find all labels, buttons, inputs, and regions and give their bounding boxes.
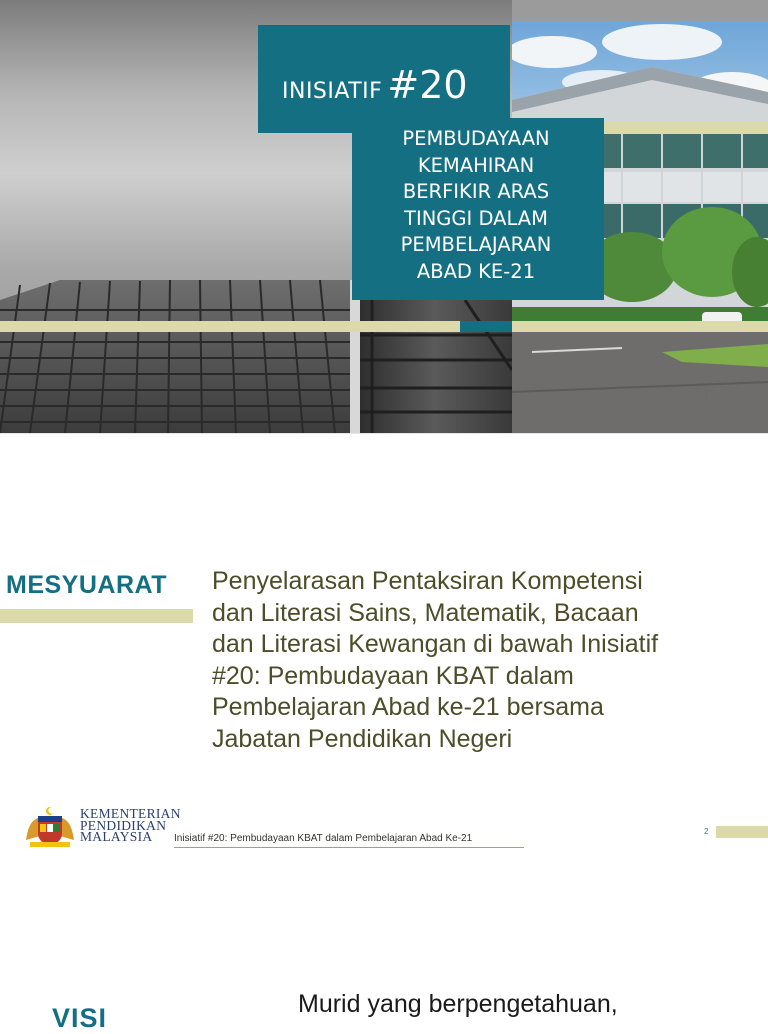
meeting-description	[212, 566, 762, 755]
initiative-subtitle	[352, 126, 600, 285]
initiative-subtitle-box	[352, 118, 604, 300]
accent-bar	[460, 321, 512, 332]
subtitle-line: PEMBELAJARAN	[400, 233, 552, 256]
coat-of-arms-logo	[24, 806, 76, 853]
accent-bar	[512, 321, 768, 332]
subtitle-line: PEMBUDAYAAN	[402, 127, 550, 150]
accent-bar	[0, 321, 460, 332]
accent-bar	[0, 609, 193, 623]
slide-divider	[0, 433, 768, 434]
description-line: #20: Pembudayaan KBAT dalam	[212, 661, 574, 690]
slide-number: 1	[705, 393, 709, 400]
initiative-title-box	[258, 25, 510, 133]
vision-label: VISI	[52, 1003, 108, 1033]
initiative-title	[282, 63, 468, 107]
slide-number: 2	[704, 827, 709, 836]
initiative-word: INISIATIF	[282, 79, 383, 104]
subtitle-line: TINGGI DALAM	[404, 206, 548, 230]
logotype-line: PENDIDIKAN	[80, 817, 167, 833]
accent-bar	[604, 122, 768, 133]
ministry-logotype	[80, 808, 181, 843]
description-line: Jabatan Pendidikan Negeri	[212, 724, 513, 753]
initiative-number: #20	[387, 63, 468, 107]
description-line: Penyelarasan Pentaksiran Kompetensi	[212, 567, 643, 595]
accent-bar	[716, 826, 768, 838]
subtitle-line: BERFIKIR ARAS	[402, 180, 550, 203]
footer-title: Inisiatif #20: Pembudayaan KBAT dalam Pembelajaran Abad Ke-21	[174, 833, 524, 848]
subtitle-line: KEMAHIRAN	[417, 153, 535, 177]
subtitle-line: ABAD KE-21	[416, 259, 536, 283]
description-line: Pembelajaran Abad ke-21 bersama	[212, 693, 604, 721]
logotype-line: MALAYSIA	[80, 829, 153, 844]
meeting-label: MESYUARAT	[6, 571, 167, 599]
logotype-line: KEMENTERIAN	[80, 806, 181, 821]
description-line: dan Literasi Sains, Matematik, Bacaan	[212, 598, 639, 627]
title-slide	[0, 0, 768, 433]
vision-text: Murid yang berpengetahuan,	[298, 990, 618, 1018]
description-line: dan Literasi Kewangan di bawah Inisiatif	[212, 630, 659, 658]
